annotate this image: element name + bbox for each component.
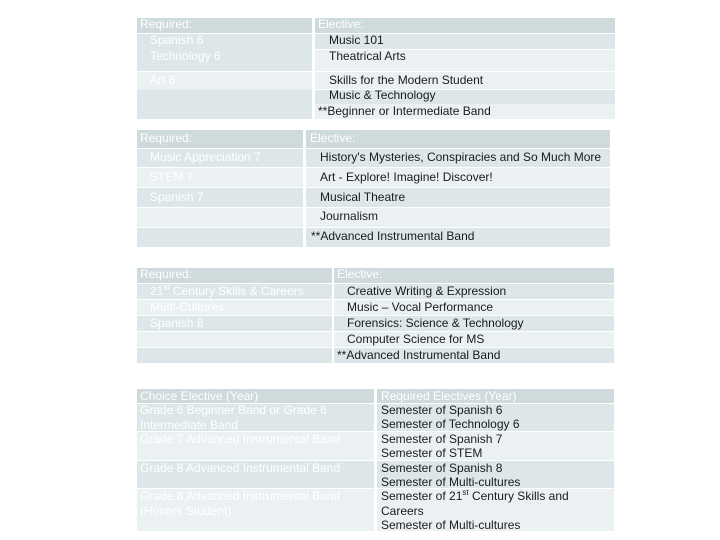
g6-required-header: Required: (140, 17, 193, 31)
year-right-line: Semester of Multi-cultures (381, 518, 521, 532)
year-right-header: Required Electives (Year) (381, 389, 517, 403)
g8-elective-item: Computer Science for MS (347, 332, 485, 346)
g7-required-header: Required: (140, 131, 193, 145)
year-right-line: Semester of Spanish 7 (381, 432, 503, 446)
g7-elective-item: **Advanced Instrumental Band (311, 229, 475, 243)
year-left-header: Choice Elective (Year) (140, 389, 259, 403)
g7-elective-header: Elective: (310, 131, 356, 145)
g7-elective-item: Art - Explore! Imagine! Discover! (320, 170, 493, 184)
year-left-row: Grade 8 Advanced Instrumental Band (Honors Student) (140, 489, 341, 518)
g7-required-band (137, 228, 303, 247)
g7-required-item: Music Appreciation 7 (150, 150, 261, 164)
g8-elective-item: Creative Writing & Expression (347, 284, 507, 298)
g7-required-band (137, 208, 303, 227)
g7-elective-item: Journalism (320, 209, 379, 223)
g8-21st-num: 21 (150, 284, 164, 298)
g8-required-item: Spanish 8 (150, 316, 204, 330)
g8-21st-sup: st (163, 283, 170, 292)
g7-elective-item: Musical Theatre (320, 190, 406, 204)
g8-21st-rest: Century Skills & Careers (169, 284, 304, 298)
g8-required-item (150, 284, 304, 299)
g8-required-band (137, 348, 332, 363)
g6-elective-item: Music 101 (329, 33, 384, 47)
year-left-row: Grade 7 Advanced Instrumental Band (140, 432, 341, 446)
g6-required-item: Spanish 6 (150, 33, 204, 47)
g6-elective-item: Music & Technology (329, 88, 436, 102)
g7-required-item: Spanish 7 (150, 190, 204, 204)
year-21st-rest: Century Skills and Careers (381, 489, 569, 518)
g8-required-header: Required: (140, 267, 193, 281)
g8-elective-header: Elective: (337, 267, 383, 281)
year-right-21st-line (381, 489, 609, 518)
g7-required-item: STEM 7 (150, 170, 194, 184)
year-21st-prefix: Semester of (381, 489, 450, 503)
g6-elective-item: Theatrical Arts (329, 49, 406, 63)
g7-elective-item: History's Mysteries, Conspiracies and So Much More (320, 150, 602, 164)
g6-required-band-3 (137, 90, 312, 119)
year-right-line: Semester of Spanish 8 (381, 461, 503, 475)
year-right-line: Semester of Multi-cultures (381, 475, 521, 489)
year-right-line: Semester of Spanish 6 (381, 403, 503, 417)
g6-required-item: Technology 6 (150, 49, 221, 63)
year-left-row: Grade 6 Beginner Band or Grade 6 Intermediate Band (140, 403, 327, 432)
g6-required-item: Art 6 (150, 73, 176, 87)
year-right-line: Semester of STEM (381, 446, 483, 460)
year-right-line: Semester of Technology 6 (381, 417, 520, 431)
g8-required-band (137, 332, 332, 347)
g8-elective-item: **Advanced Instrumental Band (337, 348, 501, 362)
g8-elective-item: Music – Vocal Performance (347, 300, 494, 314)
g6-elective-item: Skills for the Modern Student (329, 73, 484, 87)
g6-elective-header: Elective: (318, 17, 364, 31)
g6-elective-item: **Beginner or Intermediate Band (318, 104, 491, 118)
g8-required-item: Multi-Cultures (150, 300, 225, 314)
year-21st-num: 21 (449, 489, 463, 503)
g8-elective-item: Forensics: Science & Technology (347, 316, 524, 330)
year-21st-sup: st (462, 488, 469, 497)
year-left-row: Grade 8 Advanced Instrumental Band (140, 461, 341, 475)
